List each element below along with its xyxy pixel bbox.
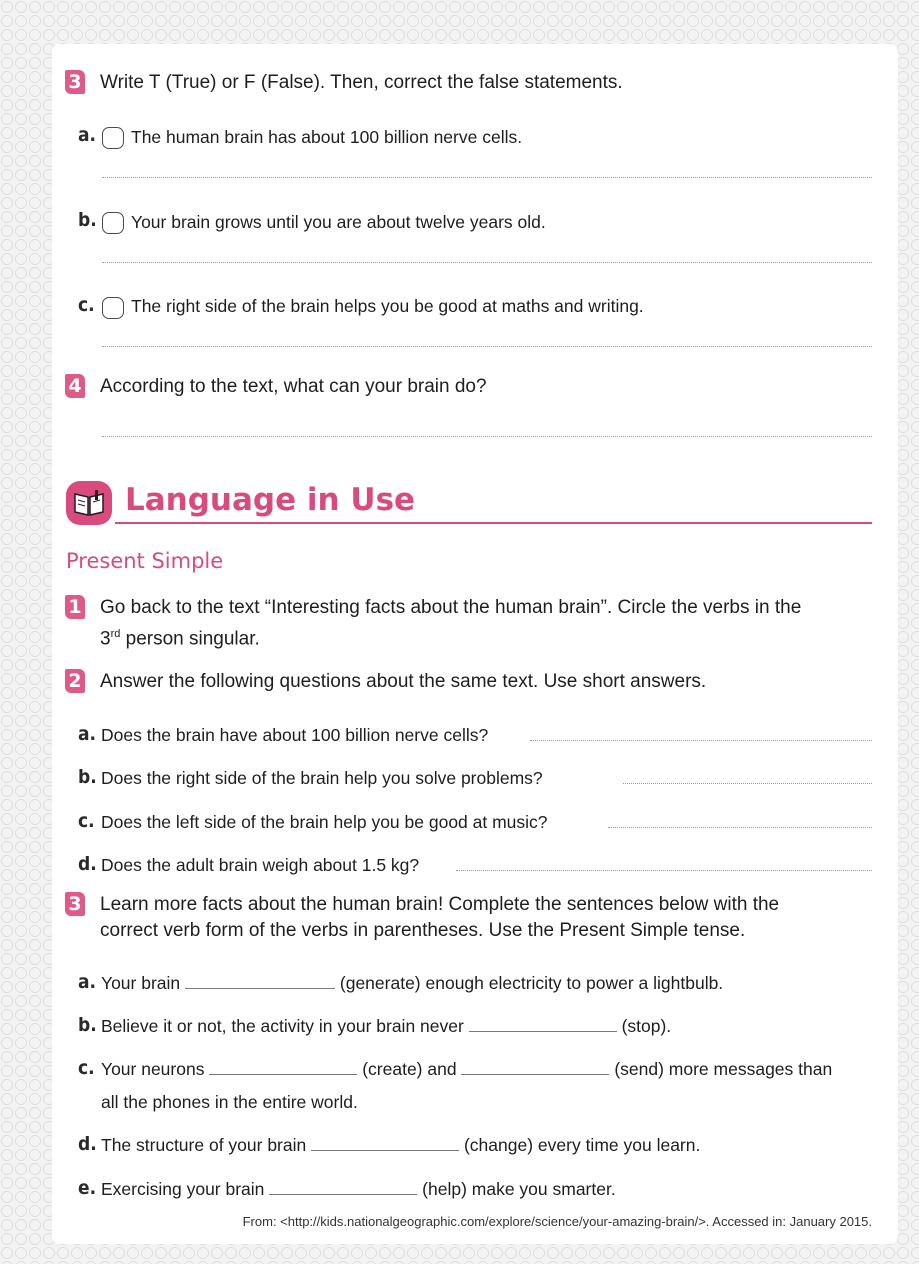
exercise-number-badge: 2 <box>65 669 85 693</box>
answer-line[interactable] <box>608 827 872 828</box>
item-letter: b. <box>78 766 97 788</box>
item-letter: a. <box>78 971 97 993</box>
verb-blank[interactable] <box>269 1180 417 1195</box>
exercise-instruction: Go back to the text “Interesting facts about the human brain”. Circle the verbs in the 3rd person singular. <box>100 597 802 650</box>
fill-in-sentence: Believe it or not, the activity in your brain never (stop). <box>101 1016 672 1036</box>
item-letter: d. <box>78 853 97 875</box>
exercise-number-badge: 3 <box>65 70 85 94</box>
item-letter: a. <box>78 723 97 745</box>
item-letter: c. <box>78 1057 95 1079</box>
fill-in-sentence: Your neurons (create) and (send) more messages than <box>101 1059 833 1079</box>
exercise-instruction: Write T (True) or F (False). Then, correct the false statements. <box>100 72 623 93</box>
true-false-checkbox[interactable] <box>102 212 124 234</box>
item-letter: c. <box>78 810 95 832</box>
question-text: Does the right side of the brain help you solve problems? <box>101 768 543 788</box>
fill-in-sentence-continuation: all the phones in the entire world. <box>101 1092 358 1112</box>
exercise-number-badge: 1 <box>65 595 85 619</box>
item-letter: c. <box>78 294 95 316</box>
true-false-checkbox[interactable] <box>102 127 124 149</box>
item-letter: a. <box>78 124 97 146</box>
question-text: Does the left side of the brain help you be good at music? <box>101 812 548 832</box>
question-text: Does the brain have about 100 billion nerve cells? <box>101 725 489 745</box>
answer-line[interactable] <box>456 870 872 871</box>
fill-in-sentence: The structure of your brain (change) every time you learn. <box>101 1135 701 1155</box>
question-text: Does the adult brain weigh about 1.5 kg? <box>101 855 420 875</box>
verb-blank[interactable] <box>461 1060 609 1075</box>
statement-text: The human brain has about 100 billion nerve cells. <box>131 127 523 147</box>
book-icon <box>66 481 112 525</box>
verb-blank[interactable] <box>209 1060 357 1075</box>
section-divider <box>115 522 872 524</box>
exercise-number-badge: 4 <box>65 374 85 398</box>
fill-in-sentence: Your brain (generate) enough electricity to power a lightbulb. <box>101 973 724 993</box>
item-letter: e. <box>78 1177 97 1199</box>
exercise-instruction: Answer the following questions about the same text. Use short answers. <box>100 671 707 692</box>
true-false-checkbox[interactable] <box>102 297 124 319</box>
statement-text: The right side of the brain helps you be good at maths and writing. <box>131 296 644 316</box>
item-letter: d. <box>78 1133 97 1155</box>
answer-line[interactable] <box>530 740 872 741</box>
answer-line[interactable] <box>623 783 872 784</box>
exercise-instruction: Learn more facts about the human brain! Complete the sentences below with the correct verb form of the verbs in parentheses. Use the Present Simple tense. <box>100 894 780 941</box>
exercise-question: According to the text, what can your brain do? <box>100 376 487 397</box>
fill-in-sentence: Exercising your brain (help) make you smarter. <box>101 1179 616 1199</box>
item-letter: b. <box>78 209 97 231</box>
answer-line[interactable] <box>102 346 872 347</box>
exercise-number-badge: 3 <box>65 892 85 916</box>
source-citation: From: <http://kids.nationalgeographic.com/explore/science/your-amazing-brain/>. Accessed in: January 2015. <box>242 1214 872 1229</box>
item-letter: b. <box>78 1014 97 1036</box>
section-subtitle: Present Simple <box>66 549 224 573</box>
answer-line[interactable] <box>102 177 872 178</box>
statement-text: Your brain grows until you are about twelve years old. <box>131 212 546 232</box>
verb-blank[interactable] <box>311 1136 459 1151</box>
answer-line[interactable] <box>102 262 872 263</box>
verb-blank[interactable] <box>185 974 335 989</box>
section-title: Language in Use <box>125 482 416 518</box>
answer-line[interactable] <box>102 436 872 437</box>
verb-blank[interactable] <box>469 1017 617 1032</box>
